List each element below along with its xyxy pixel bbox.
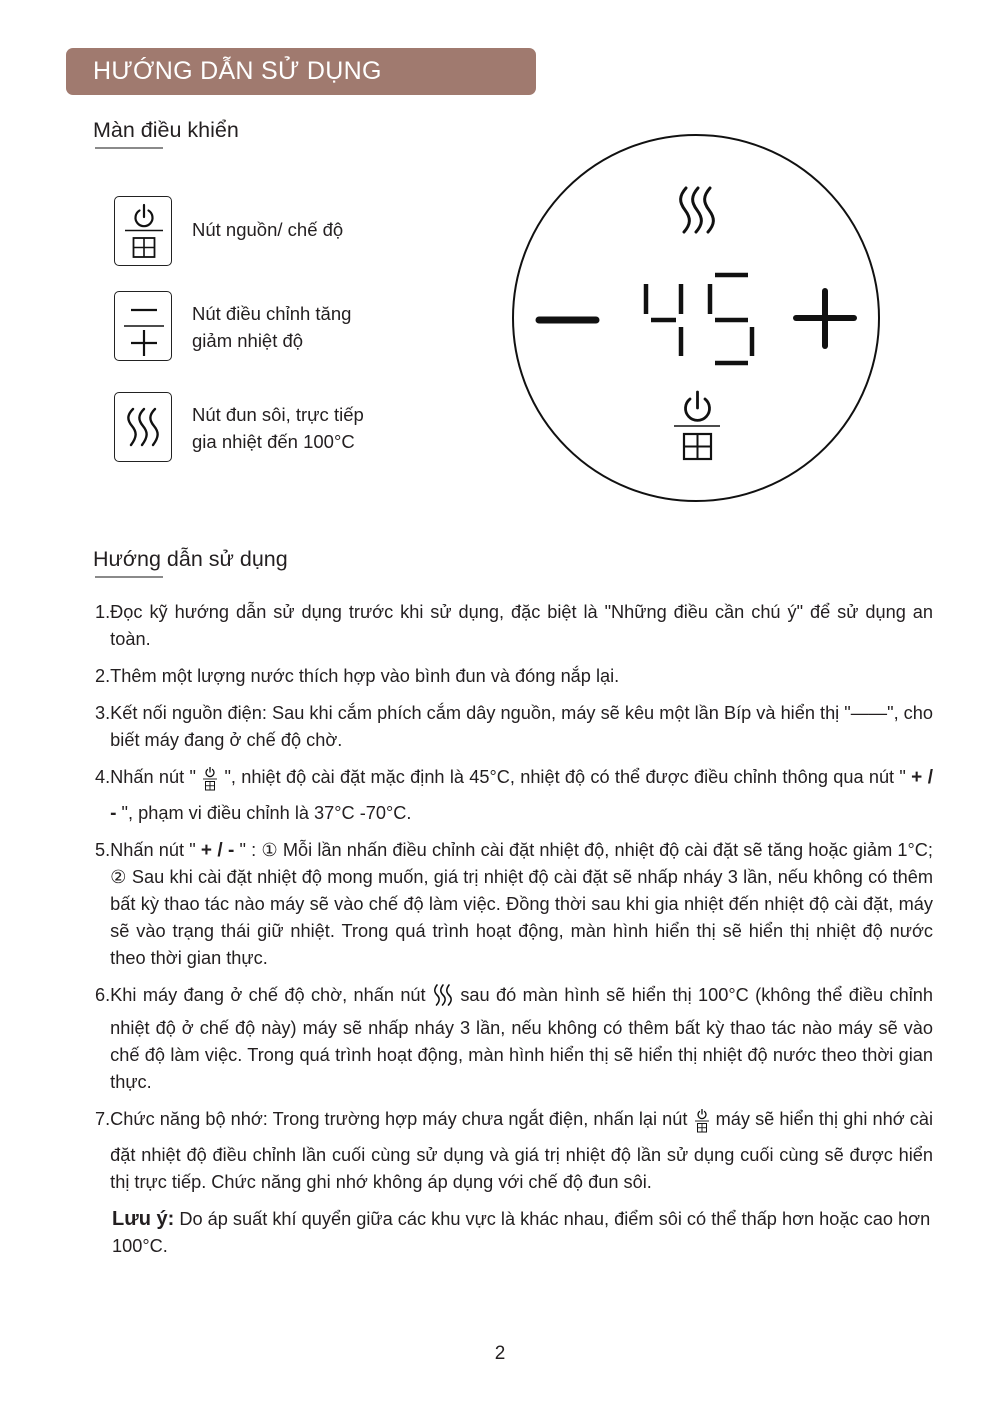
control-panel-display <box>512 134 880 502</box>
plus-icon <box>796 291 854 346</box>
steam-icon <box>681 188 714 232</box>
power-mode-key-label: Nút nguồn/ chế độ <box>192 219 344 240</box>
list-item: 5. Nhấn nút " + / - " : ① Mỗi lần nhấn điều chỉnh cài đặt nhiệt độ, nhiệt độ cài đặt sẽ tăng hoặc giảm 1°C; ② Sau khi cài đặt nhiệt độ mong muốn, giá trị nhiệt độ cài đặt sẽ nhấp nháy 3 lần, nếu không có thêm bất kỳ thao tác nào máy sẽ vào chế độ làm việc. Đồng thời sau khi gia nhiệt đến nhiệt độ cài đặt, máy sẽ vào trạng thái giữ nhiệt. Trong quá trình hoạt động, màn hình hiển thị sẽ hiển thị nhiệt độ nước theo thời gian thực. <box>95 840 933 968</box>
list-item: 2. Thêm một lượng nước thích hợp vào bình đun và đóng nắp lại. <box>95 666 620 686</box>
seven-segment-digit-5 <box>710 275 752 363</box>
note-text: Do áp suất khí quyển giữa các khu vực là khác nhau, điểm sôi có thể thấp hơn hoặc cao hơn 100°C. <box>112 1209 931 1256</box>
power-mode-icon <box>115 197 173 267</box>
steam-icon <box>432 983 454 1015</box>
control-panel-heading: Màn điều khiển <box>93 118 239 142</box>
list-item: 1. Đọc kỹ hướng dẫn sử dụng trước khi sử dụng, đặc biệt là "Những điều cần chú ý" để sử dụng an toàn. <box>95 602 933 649</box>
list-item: 4. Nhấn nút " ", nhiệt độ cài đặt mặc định là 45°C, nhiệt độ có thể được điều chỉnh thông qua nút " + / - ", phạm vi điều chỉnh là 37°C -70°C. <box>95 767 933 824</box>
note <box>112 1206 933 1260</box>
instructions-heading: Hướng dẫn sử dụng <box>93 547 288 571</box>
power-mode-icon <box>674 392 720 459</box>
temperature-adjust-key-label: Nút điều chỉnh tăng giảm nhiệt độ <box>192 303 352 351</box>
seven-segment-digit-4 <box>646 284 681 356</box>
page-title: HƯỚNG DẪN SỬ DỤNG <box>93 57 382 85</box>
boil-key <box>114 392 172 462</box>
temperature-adjust-key <box>114 291 172 361</box>
heading-underline <box>95 576 163 578</box>
note-label: Lưu ý: <box>112 1208 175 1230</box>
list-item: 7. Chức năng bộ nhớ: Trong trường hợp máy chưa ngắt điện, nhấn lại nút máy sẽ hiển thị ghi nhớ cài đặt nhiệt độ điều chỉnh lần cuối cùng sử dụng và giá trị nhiệt độ lần sử dụng cuối cùng sẽ được hiển thị trực tiếp. Chức năng ghi nhớ không áp dụng với chế độ đun sôi. <box>95 1109 933 1192</box>
boil-key-label: Nút đun sôi, trực tiếp gia nhiệt đến 100°C <box>192 404 364 452</box>
page-number: 2 <box>494 1343 506 1364</box>
display-graphics <box>514 136 882 504</box>
heading-underline <box>95 147 163 149</box>
power-mode-key <box>114 196 172 266</box>
power-mode-icon <box>201 766 219 800</box>
minus-plus-icon <box>115 292 173 362</box>
list-item: 3. Kết nối nguồn điện: Sau khi cắm phích cắm dây nguồn, máy sẽ kêu một lần Bíp và hiển thị "——", cho biết máy đang ở chế độ chờ. <box>95 703 933 750</box>
list-item: 6. Khi máy đang ở chế độ chờ, nhấn nút sau đó màn hình sẽ hiển thị 100°C (không thể điều chỉnh nhiệt độ ở chế độ này) máy sẽ nhấp nháy 3 lần, nếu không có thêm bất kỳ thao tác nào máy sẽ vào chế độ làm việc. Trong quá trình hoạt động, màn hình hiển thị sẽ hiển thị nhiệt độ nước theo thời gian thực. <box>95 985 933 1092</box>
steam-icon <box>115 393 173 463</box>
instruction-list <box>95 599 933 1260</box>
title-banner <box>66 48 536 95</box>
power-mode-icon <box>693 1108 711 1142</box>
